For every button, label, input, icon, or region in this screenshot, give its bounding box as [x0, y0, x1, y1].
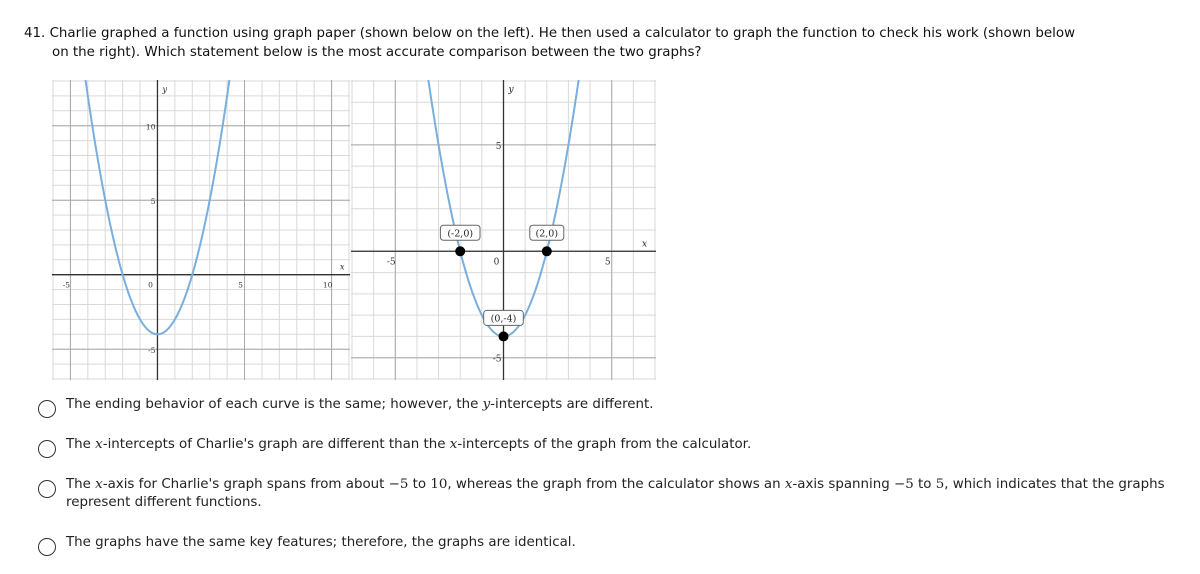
x-tick-label: 0	[148, 280, 153, 290]
y-axis-label: y	[508, 85, 514, 95]
y-tick-label: 5	[150, 197, 156, 207]
radio-button[interactable]	[38, 480, 56, 498]
x-tick-label: -5	[386, 257, 396, 268]
question-number: 41.	[24, 26, 46, 41]
question-line-2: on the right). Which statement below is the most accurate comparison between the two graphs?	[52, 45, 702, 60]
answer-option[interactable]	[38, 534, 1198, 556]
option-text: The x-intercepts of Charlie's graph are different than the x-intercepts of the graph from the calculator.	[66, 437, 752, 452]
point-label: (0,-4)	[490, 313, 517, 325]
y-axis-label: y	[162, 85, 168, 94]
option-text: The ending behavior of each curve is the same; however, the y-intercepts are different.	[66, 397, 654, 412]
charlie-hand-graph	[52, 80, 350, 380]
point-marker	[542, 246, 552, 256]
option-text: The x-axis for Charlie's graph spans from about −5 to 10, whereas the graph from the calculator shows an x-axis spanning −5 to 5, which indicates that the graphs represent different functions.	[66, 477, 1165, 510]
x-tick-label: -5	[62, 280, 71, 290]
question-line-1	[24, 24, 1189, 43]
radio-button[interactable]	[38, 538, 56, 556]
question-stem-1: Charlie graphed a function using graph paper (shown below on the left). He then used a calculator to graph the function to check his work (shown below	[49, 26, 1076, 41]
x-tick-label: 0	[493, 257, 500, 268]
answer-option[interactable]	[38, 476, 1198, 512]
radio-button[interactable]	[38, 400, 56, 418]
point-marker	[499, 331, 509, 341]
answer-option[interactable]	[38, 436, 1198, 458]
point-label: (-2,0)	[447, 228, 474, 240]
question-text	[24, 24, 1189, 62]
x-tick-label: 10	[322, 280, 333, 290]
y-tick-label: 5	[495, 141, 502, 152]
x-tick-label: 5	[604, 257, 611, 268]
x-axis-label: x	[340, 262, 345, 272]
x-axis-label: x	[642, 239, 648, 250]
x-tick-label: 5	[238, 280, 243, 290]
answer-options	[38, 396, 1198, 574]
y-tick-label: 10	[145, 122, 156, 132]
y-tick-label: -5	[492, 354, 502, 365]
point-marker	[455, 246, 465, 256]
calculator-graph	[351, 80, 656, 380]
point-label: (2,0)	[535, 228, 559, 240]
radio-button[interactable]	[38, 440, 56, 458]
y-tick-label: -5	[148, 346, 156, 356]
option-text: The graphs have the same key features; therefore, the graphs are identical.	[66, 535, 576, 550]
answer-option[interactable]	[38, 396, 1198, 418]
